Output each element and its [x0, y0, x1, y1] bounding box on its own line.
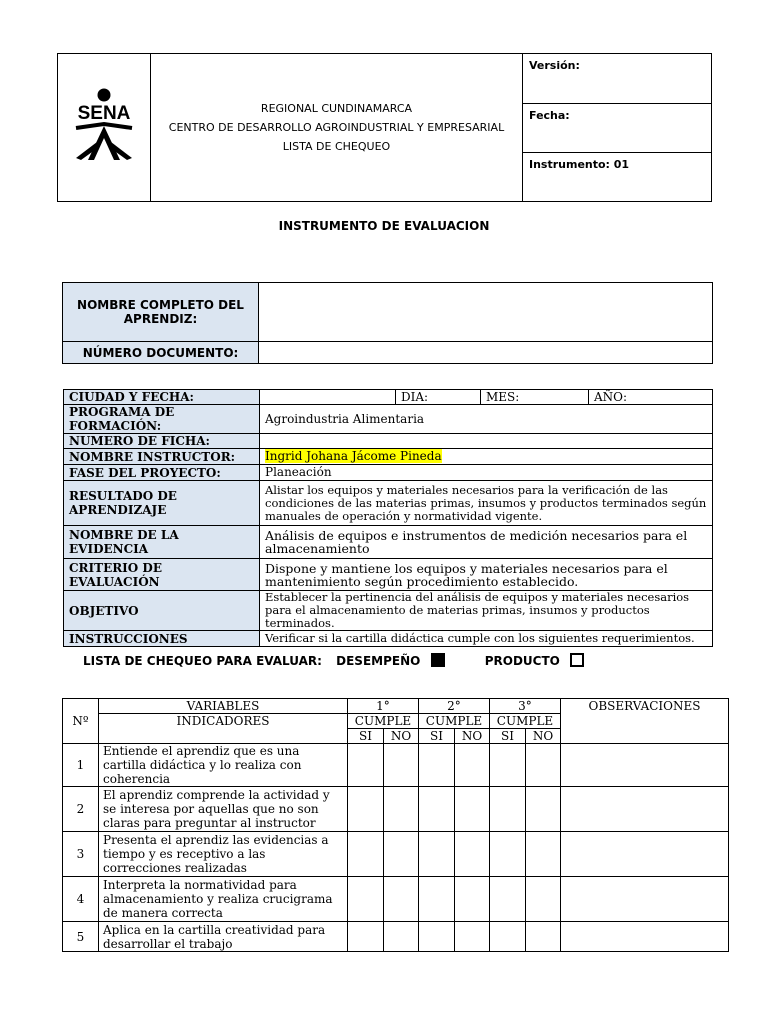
table-row [63, 744, 729, 787]
ciudad-label: CIUDAD Y FECHA: [64, 390, 260, 405]
document-number-label: NÚMERO DOCUMENTO: [63, 342, 259, 364]
row-number: 4 [63, 877, 99, 922]
variables-header: VARIABLES [99, 699, 348, 714]
table-row [63, 922, 729, 952]
evidencia-label: NOMBRE DE LA EVIDENCIA [64, 526, 260, 559]
evaluation-type-label: LISTA DE CHEQUEO PARA EVALUAR: [83, 654, 322, 668]
producto-label: PRODUCTO [484, 654, 560, 668]
version-label: Versión: [529, 59, 580, 72]
instrucciones-label: INSTRUCCIONES [64, 631, 260, 647]
attempt-1-header: 1° [348, 699, 419, 714]
no-3-header: NO [526, 729, 561, 744]
instrumento-label: Instrumento: 01 [529, 158, 630, 171]
observation-cell[interactable] [561, 832, 729, 877]
objetivo-value: Establecer la pertinencia del análisis de equipos y materiales necesarios para el almacenamiento de materias primas, insumos y productos terminados. [260, 591, 713, 631]
observaciones-header-spacer [561, 714, 729, 744]
check-cell[interactable] [526, 787, 561, 832]
observation-cell[interactable] [561, 877, 729, 922]
check-cell[interactable] [419, 832, 455, 877]
row-number: 1 [63, 744, 99, 787]
si-1-header: SI [348, 729, 384, 744]
document-header [57, 53, 712, 202]
resultado-label: RESULTADO DE APRENDIZAJE [64, 481, 260, 526]
table-row [63, 877, 729, 922]
indicator-text: Interpreta la normatividad para almacenamiento y realiza crucigrama de manera correcta [99, 877, 348, 922]
check-cell[interactable] [419, 787, 455, 832]
no-2-header: NO [455, 729, 490, 744]
si-2-header: SI [419, 729, 455, 744]
instrumento-cell [523, 153, 712, 202]
attempt-2-header: 2° [419, 699, 490, 714]
regional-title: REGIONAL CUNDINAMARCA [260, 102, 413, 115]
criterio-value: Dispone y mantiene los equipos y materiales necesarios para el mantenimiento según procedimiento establecido. [260, 559, 713, 591]
ficha-field[interactable] [260, 434, 713, 449]
cumple-3-header: CUMPLE [490, 714, 561, 729]
instructor-label: NOMBRE INSTRUCTOR: [64, 449, 260, 465]
dia-label: DIA: [401, 389, 429, 404]
check-cell[interactable] [384, 877, 419, 922]
document-type-title: LISTA DE CHEQUEO [282, 140, 391, 153]
document-number-field[interactable] [259, 342, 713, 364]
check-cell[interactable] [526, 922, 561, 952]
indicator-text: Aplica en la cartilla creatividad para desarrollar el trabajo [99, 922, 348, 952]
objetivo-label: OBJETIVO [64, 591, 260, 631]
row-number: 3 [63, 832, 99, 877]
instructor-cell [260, 449, 713, 465]
desempeno-checkbox[interactable] [431, 653, 445, 667]
check-cell[interactable] [384, 922, 419, 952]
check-cell[interactable] [348, 877, 384, 922]
observation-cell[interactable] [561, 787, 729, 832]
evidencia-value: Análisis de equipos e instrumentos de medición necesarios para el almacenamiento [260, 526, 713, 559]
fase-label: FASE DEL PROYECTO: [64, 465, 260, 481]
page-title: INSTRUMENTO DE EVALUACION [278, 219, 490, 233]
no-header: Nº [63, 699, 99, 744]
version-cell [523, 54, 712, 104]
check-cell[interactable] [348, 744, 384, 787]
center-title: CENTRO DE DESARROLLO AGROINDUSTRIAL Y EMPRESARIAL [168, 121, 505, 134]
check-cell[interactable] [384, 787, 419, 832]
instructor-value: Ingrid Johana Jácome Pineda [265, 449, 442, 463]
check-cell[interactable] [526, 744, 561, 787]
logo-cell [58, 54, 151, 202]
cumple-2-header: CUMPLE [419, 714, 490, 729]
indicator-text: Presenta el aprendiz las evidencias a tiempo y es receptivo a las correcciones realizadas [99, 832, 348, 877]
check-cell[interactable] [384, 832, 419, 877]
check-cell[interactable] [419, 744, 455, 787]
check-cell[interactable] [490, 787, 526, 832]
check-cell[interactable] [455, 744, 490, 787]
row-number: 5 [63, 922, 99, 952]
attempt-3-header: 3° [490, 699, 561, 714]
ano-cell[interactable] [589, 390, 713, 405]
check-cell[interactable] [490, 877, 526, 922]
check-cell[interactable] [526, 832, 561, 877]
mes-label: MES: [486, 389, 520, 404]
indicator-text: Entiende el aprendiz que es una cartilla didáctica y lo realiza con coherencia [99, 744, 348, 787]
check-cell[interactable] [455, 922, 490, 952]
indicator-text: El aprendiz comprende la actividad y se interesa por aquellas que no son claras para preguntar al instructor [99, 787, 348, 832]
producto-checkbox[interactable] [570, 653, 584, 667]
sena-logo [68, 88, 140, 164]
ficha-label: NUMERO DE FICHA: [64, 434, 260, 449]
desempeno-label: DESEMPEÑO [336, 654, 421, 668]
observaciones-header: OBSERVACIONES [561, 699, 729, 714]
instrucciones-value: Verificar si la cartilla didáctica cumple con los siguientes requerimientos. [260, 631, 713, 647]
student-name-label: NOMBRE COMPLETO DEL APRENDIZ: [63, 283, 259, 342]
check-cell[interactable] [490, 744, 526, 787]
cumple-1-header: CUMPLE [348, 714, 419, 729]
programa-value: Agroindustria Alimentaria [260, 405, 713, 434]
check-cell[interactable] [455, 832, 490, 877]
check-cell[interactable] [348, 787, 384, 832]
check-cell[interactable] [419, 922, 455, 952]
resultado-value: Alistar los equipos y materiales necesarios para la verificación de las condiciones de las materias primas, insumos y productos terminados según manuales de operación y normatividad vigente. [260, 481, 713, 526]
programa-label: PROGRAMA DE FORMACIÓN: [64, 405, 260, 434]
check-cell[interactable] [348, 922, 384, 952]
ciudad-field[interactable] [260, 390, 396, 405]
header-titles [151, 54, 523, 202]
row-number: 2 [63, 787, 99, 832]
observation-cell[interactable] [561, 922, 729, 952]
check-cell[interactable] [348, 832, 384, 877]
check-cell[interactable] [455, 787, 490, 832]
indicadores-header: INDICADORES [99, 714, 348, 744]
si-3-header: SI [490, 729, 526, 744]
fase-value: Planeación [260, 465, 713, 481]
observation-cell[interactable] [561, 744, 729, 787]
evaluation-type-line [83, 653, 584, 668]
fecha-label: Fecha: [529, 109, 570, 122]
student-name-field[interactable] [259, 283, 713, 342]
check-cell[interactable] [384, 744, 419, 787]
check-cell[interactable] [490, 832, 526, 877]
check-cell[interactable] [490, 922, 526, 952]
mes-cell[interactable] [481, 390, 589, 405]
course-info-table [63, 389, 713, 647]
check-cell[interactable] [419, 877, 455, 922]
check-cell[interactable] [526, 877, 561, 922]
no-1-header: NO [384, 729, 419, 744]
table-row [63, 832, 729, 877]
check-cell[interactable] [455, 877, 490, 922]
table-row [63, 787, 729, 832]
student-table [62, 282, 713, 364]
ano-label: AÑO: [594, 389, 628, 404]
criterio-label: CRITERIO DE EVALUACIÓN [64, 559, 260, 591]
dia-cell[interactable] [396, 390, 481, 405]
fecha-cell [523, 104, 712, 153]
logo-text: SENA [77, 102, 131, 124]
checklist-table [62, 698, 729, 952]
